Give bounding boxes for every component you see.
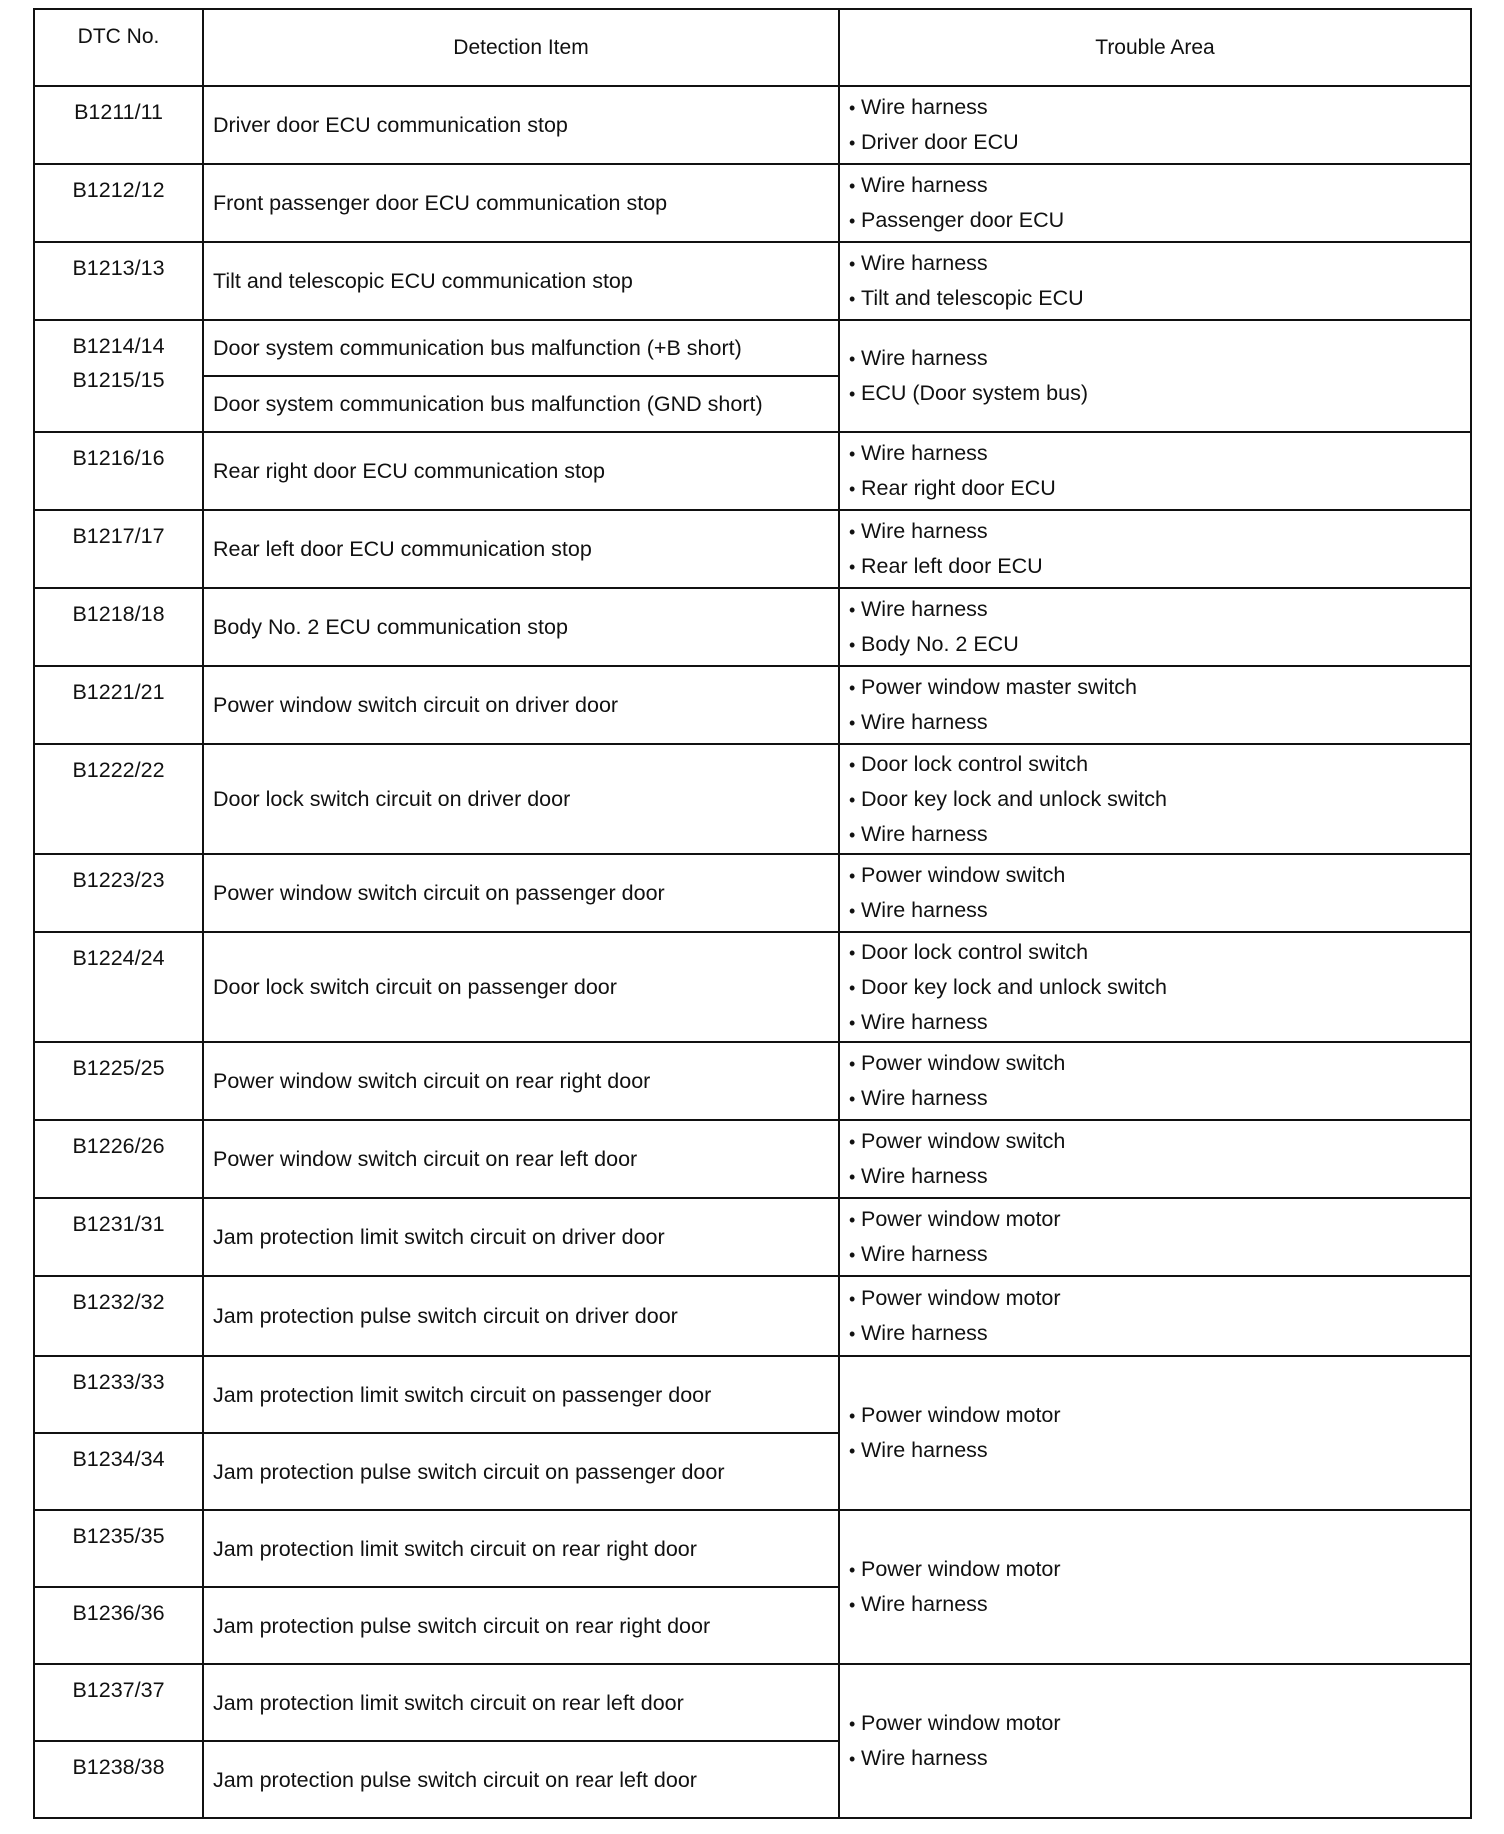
trouble-area-cell: [839, 744, 1471, 854]
dtc-code: B1211/11: [74, 100, 163, 124]
dtc-code: B1234/34: [72, 1447, 165, 1471]
table-row: [34, 1198, 1471, 1276]
trouble-area-cell: [839, 320, 1471, 432]
trouble-area-text: Wire harness: [861, 1592, 988, 1616]
trouble-area-text: Power window switch: [861, 1051, 1066, 1075]
trouble-area-text: Wire harness: [861, 173, 988, 197]
trouble-area-item: [849, 1398, 1470, 1433]
header-row: [34, 9, 1471, 86]
trouble-area-text: Wire harness: [861, 898, 988, 922]
dtc-code: B1215/15: [72, 368, 165, 392]
trouble-area-item: [849, 817, 1470, 852]
dtc-code: B1236/36: [72, 1601, 165, 1625]
dtc-code-cell: [34, 1433, 203, 1510]
bullet-icon: •: [849, 1089, 856, 1109]
trouble-area-item: [849, 1281, 1470, 1316]
trouble-area-item: [849, 471, 1470, 506]
dtc-code-cell: [34, 1120, 203, 1198]
dtc-code-cell: [34, 86, 203, 164]
trouble-area-item: [849, 1046, 1470, 1081]
trouble-area-item: [849, 1202, 1470, 1237]
table-row: [34, 432, 1471, 510]
bullet-icon: •: [849, 444, 856, 464]
dtc-code-cell: [34, 242, 203, 320]
trouble-area-cell: [839, 242, 1471, 320]
table-row: [34, 164, 1471, 242]
trouble-area-item: [849, 549, 1470, 584]
table-row: [34, 320, 1471, 376]
bullet-icon: •: [849, 349, 856, 369]
trouble-area-text: Power window motor: [861, 1403, 1061, 1427]
detection-item: Door system communication bus malfunction (GND short): [203, 376, 839, 432]
dtc-code: B1217/17: [72, 524, 165, 548]
trouble-area-cell: [839, 1510, 1471, 1664]
trouble-area-text: Rear left door ECU: [861, 554, 1043, 578]
bullet-icon: •: [849, 176, 856, 196]
trouble-area-text: Wire harness: [861, 95, 988, 119]
dtc-code: B1233/33: [72, 1370, 165, 1394]
bullet-icon: •: [849, 211, 856, 231]
detection-item: Jam protection pulse switch circuit on passenger door: [203, 1433, 839, 1510]
table-row: [34, 588, 1471, 666]
trouble-area-cell: [839, 666, 1471, 744]
trouble-area-text: Wire harness: [861, 1009, 988, 1034]
detection-item: Power window switch circuit on rear left door: [203, 1120, 839, 1198]
trouble-area-text: Wire harness: [861, 710, 988, 734]
trouble-area-item: [849, 627, 1470, 662]
dtc-code: B1214/14: [72, 334, 165, 358]
trouble-area-text: Wire harness: [861, 1321, 988, 1345]
dtc-code-cell: [34, 1664, 203, 1741]
trouble-area-item: [849, 376, 1470, 411]
trouble-area-item: [849, 1433, 1470, 1468]
trouble-area-cell: [839, 1356, 1471, 1510]
detection-item: Rear left door ECU communication stop: [203, 510, 839, 588]
trouble-area-item: [849, 90, 1470, 125]
detection-item: Driver door ECU communication stop: [203, 86, 839, 164]
trouble-area-cell: [839, 1664, 1471, 1818]
bullet-icon: •: [849, 1245, 856, 1265]
dtc-code-cell: [34, 932, 203, 1042]
bullet-icon: •: [849, 600, 856, 620]
trouble-area-cell: [839, 854, 1471, 932]
detection-item: Body No. 2 ECU communication stop: [203, 588, 839, 666]
trouble-area-item: [849, 514, 1470, 549]
dtc-code-cell: [34, 1741, 203, 1818]
table-row: [34, 932, 1471, 1042]
dtc-code: B1238/38: [72, 1755, 165, 1779]
header-detection-item: Detection Item: [203, 9, 839, 86]
detection-item: Power window switch circuit on passenger door: [203, 854, 839, 932]
bullet-icon: •: [849, 789, 856, 810]
header-dtc-no: DTC No.: [34, 9, 203, 86]
detection-item: Jam protection limit switch circuit on driver door: [203, 1198, 839, 1276]
dtc-code: B1221/21: [72, 680, 165, 704]
detection-item: Door system communication bus malfunction (+B short): [203, 320, 839, 376]
table-row: [34, 854, 1471, 932]
trouble-area-item: [849, 782, 1470, 817]
dtc-code: B1232/32: [72, 1290, 165, 1314]
dtc-code: B1224/24: [72, 946, 165, 970]
trouble-area-text: Power window motor: [861, 1711, 1061, 1735]
bullet-icon: •: [849, 98, 856, 118]
trouble-area-item: [849, 1587, 1470, 1622]
table-row: [34, 1510, 1471, 1587]
detection-item: Jam protection limit switch circuit on rear right door: [203, 1510, 839, 1587]
trouble-area-item: [849, 436, 1470, 471]
dtc-code-cell: [34, 1198, 203, 1276]
bullet-icon: •: [849, 824, 856, 845]
trouble-area-text: Driver door ECU: [861, 130, 1019, 154]
trouble-area-text: Wire harness: [861, 1086, 988, 1110]
table-row: [34, 1356, 1471, 1433]
trouble-area-text: Wire harness: [861, 1164, 988, 1188]
bullet-icon: •: [849, 289, 856, 309]
dtc-code-cell: [34, 744, 203, 854]
trouble-area-text: Power window motor: [861, 1286, 1061, 1310]
dtc-table: [33, 8, 1472, 1819]
trouble-area-cell: [839, 1120, 1471, 1198]
dtc-code-cell: [34, 1587, 203, 1664]
bullet-icon: •: [849, 901, 856, 921]
trouble-area-cell: [839, 510, 1471, 588]
dtc-code-cell: [34, 1276, 203, 1356]
detection-item: Jam protection pulse switch circuit on rear right door: [203, 1587, 839, 1664]
trouble-area-text: Wire harness: [861, 597, 988, 621]
dtc-code: B1235/35: [72, 1524, 165, 1548]
bullet-icon: •: [849, 384, 856, 404]
trouble-area-cell: [839, 1276, 1471, 1356]
bullet-icon: •: [849, 1560, 856, 1580]
bullet-icon: •: [849, 1132, 856, 1152]
bullet-icon: •: [849, 133, 856, 153]
dtc-code: B1223/23: [72, 868, 165, 892]
trouble-area-item: [849, 1706, 1470, 1741]
trouble-area-text: Body No. 2 ECU: [861, 632, 1019, 656]
detection-item: Rear right door ECU communication stop: [203, 432, 839, 510]
table-row: [34, 666, 1471, 744]
trouble-area-cell: [839, 1042, 1471, 1120]
trouble-area-item: [849, 168, 1470, 203]
detection-item: Power window switch circuit on driver door: [203, 666, 839, 744]
trouble-area-item: [849, 747, 1470, 782]
trouble-area-text: Power window motor: [861, 1207, 1061, 1231]
table-row: [34, 1664, 1471, 1741]
trouble-area-text: Door lock control switch: [861, 751, 1089, 776]
dtc-code: B1222/22: [72, 758, 165, 782]
bullet-icon: •: [849, 977, 856, 998]
trouble-area-text: Power window switch: [861, 1129, 1066, 1153]
trouble-area-cell: [839, 932, 1471, 1042]
bullet-icon: •: [849, 1289, 856, 1309]
trouble-area-item: [849, 858, 1470, 893]
trouble-area-item: [849, 125, 1470, 160]
table-row: [34, 1042, 1471, 1120]
bullet-icon: •: [849, 1167, 856, 1187]
trouble-area-item: [849, 970, 1470, 1005]
trouble-area-text: Power window motor: [861, 1557, 1061, 1581]
bullet-icon: •: [849, 754, 856, 775]
trouble-area-text: Wire harness: [861, 1746, 988, 1770]
bullet-icon: •: [849, 1406, 856, 1426]
trouble-area-item: [849, 341, 1470, 376]
detection-item: Jam protection pulse switch circuit on rear left door: [203, 1741, 839, 1818]
dtc-code-cell: [34, 432, 203, 510]
trouble-area-cell: [839, 1198, 1471, 1276]
bullet-icon: •: [849, 1012, 856, 1033]
detection-item: Door lock switch circuit on driver door: [203, 744, 839, 854]
bullet-icon: •: [849, 479, 856, 499]
detection-item: Jam protection limit switch circuit on rear left door: [203, 1664, 839, 1741]
dtc-code-cell: [34, 588, 203, 666]
bullet-icon: •: [849, 713, 856, 733]
trouble-area-text: Door key lock and unlock switch: [861, 974, 1167, 999]
trouble-area-text: Wire harness: [861, 519, 988, 543]
trouble-area-item: [849, 203, 1470, 238]
trouble-area-item: [849, 246, 1470, 281]
trouble-area-item: [849, 1316, 1470, 1351]
dtc-code-cell: [34, 1510, 203, 1587]
trouble-area-text: Power window master switch: [861, 675, 1138, 699]
trouble-area-text: Passenger door ECU: [861, 208, 1065, 232]
table-row: [34, 744, 1471, 854]
trouble-area-text: Wire harness: [861, 346, 988, 370]
trouble-area-cell: [839, 588, 1471, 666]
dtc-code: B1237/37: [72, 1678, 165, 1702]
bullet-icon: •: [849, 522, 856, 542]
trouble-area-item: [849, 1237, 1470, 1272]
dtc-code: B1216/16: [72, 446, 165, 470]
trouble-area-text: Rear right door ECU: [861, 476, 1056, 500]
detection-item: Tilt and telescopic ECU communication stop: [203, 242, 839, 320]
bullet-icon: •: [849, 254, 856, 274]
dtc-code-cell: [34, 854, 203, 932]
trouble-area-cell: [839, 432, 1471, 510]
dtc-code-cell: [34, 1356, 203, 1433]
bullet-icon: •: [849, 678, 856, 698]
dtc-code: B1213/13: [72, 256, 165, 280]
trouble-area-text: Door lock control switch: [861, 939, 1089, 964]
trouble-area-item: [849, 592, 1470, 627]
trouble-area-item: [849, 1081, 1470, 1116]
trouble-area-cell: [839, 86, 1471, 164]
detection-item: Jam protection pulse switch circuit on driver door: [203, 1276, 839, 1356]
trouble-area-item: [849, 705, 1470, 740]
table-row: [34, 86, 1471, 164]
trouble-area-item: [849, 670, 1470, 705]
dtc-code: B1225/25: [72, 1056, 165, 1080]
dtc-code-cell: [34, 666, 203, 744]
dtc-code-cell: [34, 164, 203, 242]
trouble-area-text: Tilt and telescopic ECU: [861, 286, 1084, 310]
table-row: [34, 1120, 1471, 1198]
trouble-area-item: [849, 1005, 1470, 1040]
bullet-icon: •: [849, 1714, 856, 1734]
dtc-code-cell: [34, 1042, 203, 1120]
dtc-code-cell: [34, 510, 203, 588]
table-row: [34, 242, 1471, 320]
trouble-area-item: [849, 893, 1470, 928]
detection-item: Jam protection limit switch circuit on passenger door: [203, 1356, 839, 1433]
trouble-area-item: [849, 1159, 1470, 1194]
trouble-area-text: Wire harness: [861, 1242, 988, 1266]
bullet-icon: •: [849, 866, 856, 886]
table-row: [34, 1276, 1471, 1356]
trouble-area-item: [849, 935, 1470, 970]
trouble-area-text: Wire harness: [861, 821, 988, 846]
trouble-area-text: Door key lock and unlock switch: [861, 786, 1167, 811]
trouble-area-text: Wire harness: [861, 441, 988, 465]
bullet-icon: •: [849, 1324, 856, 1344]
bullet-icon: •: [849, 635, 856, 655]
trouble-area-text: Wire harness: [861, 251, 988, 275]
bullet-icon: •: [849, 1054, 856, 1074]
dtc-code: B1218/18: [72, 602, 165, 626]
trouble-area-item: [849, 1552, 1470, 1587]
trouble-area-text: Power window switch: [861, 863, 1066, 887]
dtc-code-cell: [34, 320, 203, 432]
bullet-icon: •: [849, 942, 856, 963]
bullet-icon: •: [849, 1210, 856, 1230]
detection-item: Front passenger door ECU communication stop: [203, 164, 839, 242]
bullet-icon: •: [849, 1441, 856, 1461]
trouble-area-item: [849, 1124, 1470, 1159]
trouble-area-text: Wire harness: [861, 1438, 988, 1462]
table-row: [34, 510, 1471, 588]
trouble-area-cell: [839, 164, 1471, 242]
dtc-code: B1212/12: [72, 178, 165, 202]
header-trouble-area: Trouble Area: [839, 9, 1471, 86]
trouble-area-item: [849, 281, 1470, 316]
dtc-code: B1226/26: [72, 1134, 165, 1158]
bullet-icon: •: [849, 1749, 856, 1769]
dtc-table-body: [34, 86, 1471, 1818]
detection-item: Power window switch circuit on rear right door: [203, 1042, 839, 1120]
dtc-code: B1231/31: [72, 1212, 165, 1236]
trouble-area-text: ECU (Door system bus): [861, 381, 1088, 405]
trouble-area-item: [849, 1741, 1470, 1776]
bullet-icon: •: [849, 1595, 856, 1615]
bullet-icon: •: [849, 557, 856, 577]
detection-item: Door lock switch circuit on passenger door: [203, 932, 839, 1042]
